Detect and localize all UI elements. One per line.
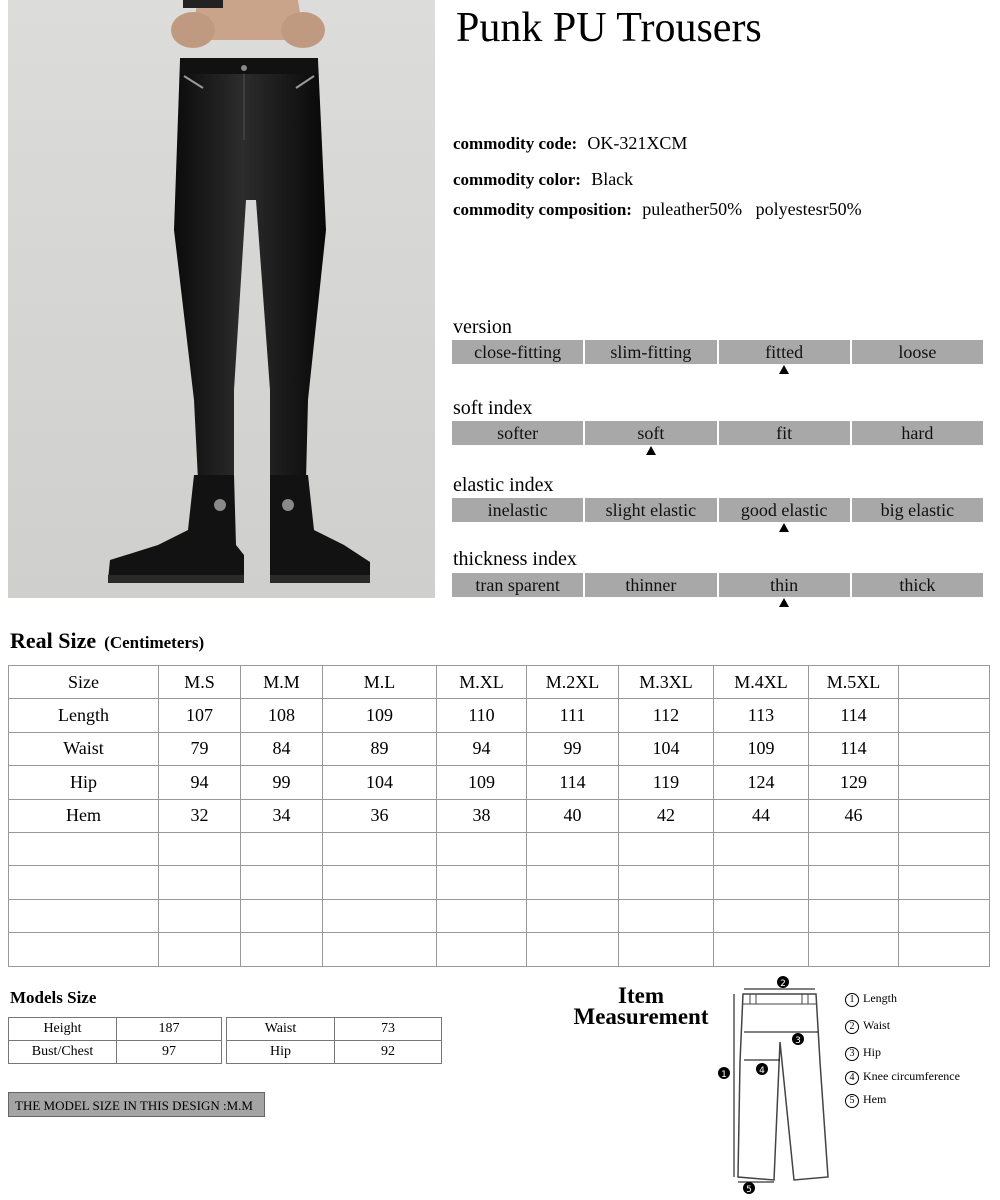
table-cell: 89 [323,732,437,765]
index-scale [452,340,983,364]
svg-text:3: 3 [795,1036,801,1046]
table-cell: 108 [241,699,323,732]
real-size-label: Real Size [10,628,97,653]
table-cell [714,832,809,865]
table-row [9,699,990,732]
spec-code-value: OK-321XCM [587,133,688,153]
legend-item [845,1092,886,1108]
table-cell [437,866,527,899]
table-cell: 99 [527,732,619,765]
table-cell [9,933,159,966]
table-row [9,933,990,966]
table-cell: M.L [323,666,437,699]
index-scale [452,498,983,522]
table-cell [527,899,619,932]
spec-color-label: commodity color: [453,170,581,189]
legend-label: Waist [863,1018,891,1032]
selected-indicator-icon [779,598,789,607]
table-cell: M.4XL [714,666,809,699]
legend-label: Hip [863,1045,881,1059]
table-cell [899,732,990,765]
index-option: fitted [719,340,850,364]
spec-composition-label: commodity composition: [453,200,632,219]
table-cell [437,933,527,966]
table-cell [159,866,241,899]
size-table [8,665,990,967]
table-cell: 42 [619,799,714,832]
table-cell [437,899,527,932]
index-option: close-fitting [452,340,583,364]
product-title: Punk PU Trousers [456,5,762,51]
table-cell [9,866,159,899]
table-cell: 114 [809,699,899,732]
spec-composition-value: puleather50% polyestesr50% [642,199,862,219]
table-row [9,899,990,932]
table-cell: 129 [809,766,899,799]
table-cell: 94 [437,732,527,765]
table-cell [323,933,437,966]
legend-number-icon: 5 [845,1094,859,1108]
table-cell: 119 [619,766,714,799]
table-cell: 79 [159,732,241,765]
table-cell: 32 [159,799,241,832]
table-cell: M.XL [437,666,527,699]
models-table-left [8,1017,222,1064]
table-row [9,766,990,799]
table-cell: 107 [159,699,241,732]
table-cell [899,799,990,832]
legend-item [845,1045,881,1061]
index-option: soft [585,421,716,445]
table-cell [619,933,714,966]
table-cell [241,866,323,899]
trousers-measurement-diagram [716,972,836,1197]
table-cell: 104 [619,732,714,765]
svg-text:5: 5 [746,1185,752,1195]
table-cell: 44 [714,799,809,832]
table-cell [9,832,159,865]
legend-label: Hem [863,1092,887,1106]
selected-indicator-icon [779,523,789,532]
table-cell: 112 [619,699,714,732]
table-cell [619,899,714,932]
table-cell [323,866,437,899]
selected-indicator-icon [646,446,656,455]
table-cell: 38 [437,799,527,832]
table-cell [899,766,990,799]
table-cell [323,832,437,865]
index-scale [452,573,983,597]
table-cell: Size [9,666,159,699]
spec-color [453,169,633,190]
table-cell [527,866,619,899]
table-cell: Waist [9,732,159,765]
index-option: tran sparent [452,573,583,597]
index-option: thick [852,573,983,597]
model-size-note: THE MODEL SIZE IN THIS DESIGN :M.M [8,1092,265,1117]
table-cell [899,866,990,899]
index-option: slim-fitting [585,340,716,364]
table-cell: 99 [241,766,323,799]
table-cell [159,899,241,932]
table-cell [899,666,990,699]
table-cell [899,933,990,966]
table-cell [899,699,990,732]
index-title: version [453,316,512,338]
item-measurement-title [560,985,722,1027]
index-title: elastic index [453,474,554,496]
legend-number-icon: 3 [845,1047,859,1061]
index-option: thin [719,573,850,597]
spec-code [453,133,687,154]
table-cell: M.5XL [809,666,899,699]
table-row [9,799,990,832]
table-cell: 84 [241,732,323,765]
model-hip-label: Hip [227,1041,335,1064]
table-cell [527,933,619,966]
table-cell: 94 [159,766,241,799]
index-option: inelastic [452,498,583,522]
table-row [9,666,990,699]
model-height-label: Height [9,1018,117,1041]
item-measurement-line1: Item [618,983,664,1008]
legend-item [845,991,897,1007]
legend-item [845,1018,890,1034]
real-size-unit: (Centimeters) [104,633,205,652]
table-cell [619,866,714,899]
legend-number-icon: 4 [845,1071,859,1085]
table-cell [714,899,809,932]
model-hip-value: 92 [335,1041,442,1064]
index-option: thinner [585,573,716,597]
table-cell: M.S [159,666,241,699]
index-option: loose [852,340,983,364]
index-option: hard [852,421,983,445]
legend-number-icon: 1 [845,993,859,1007]
table-cell [159,933,241,966]
legend-label: Knee circumference [863,1069,960,1083]
table-cell [241,832,323,865]
table-row [9,832,990,865]
table-cell: 34 [241,799,323,832]
table-cell: Length [9,699,159,732]
table-cell: M.2XL [527,666,619,699]
table-cell: 36 [323,799,437,832]
index-option: good elastic [719,498,850,522]
selected-indicator-icon [779,365,789,374]
table-cell [619,832,714,865]
table-cell: 109 [437,766,527,799]
table-cell: Hem [9,799,159,832]
table-cell [323,899,437,932]
table-cell: 104 [323,766,437,799]
index-title: soft index [453,397,533,419]
index-title: thickness index [453,548,577,570]
table-cell [809,933,899,966]
legend-number-icon: 2 [845,1020,859,1034]
legend-item [845,1069,960,1085]
product-photo [8,0,435,598]
table-cell [809,866,899,899]
table-cell [714,866,809,899]
table-cell [899,899,990,932]
index-option: softer [452,421,583,445]
svg-text:4: 4 [759,1066,765,1076]
model-wearing-trousers-image [8,0,435,598]
real-size-title [10,628,204,654]
index-option: slight elastic [585,498,716,522]
table-cell [714,933,809,966]
table-cell [159,832,241,865]
item-measurement-line2: Measurement [573,1004,709,1029]
model-height-value: 187 [117,1018,222,1041]
table-cell [527,832,619,865]
table-cell [899,832,990,865]
model-waist-value: 73 [335,1018,442,1041]
table-cell: M.3XL [619,666,714,699]
table-cell: 109 [714,732,809,765]
index-scale [452,421,983,445]
model-chest-value: 97 [117,1041,222,1064]
models-size-title: Models Size [10,988,97,1007]
table-cell: 113 [714,699,809,732]
spec-code-label: commodity code: [453,134,578,153]
table-cell: 111 [527,699,619,732]
legend-label: Length [863,991,897,1005]
table-cell: 46 [809,799,899,832]
index-option: fit [719,421,850,445]
table-cell: 110 [437,699,527,732]
table-row [9,866,990,899]
table-row [9,732,990,765]
table-cell: M.M [241,666,323,699]
table-row [9,1041,222,1064]
spec-composition [453,199,862,220]
spec-color-value: Black [591,169,634,189]
table-row [9,1018,222,1041]
table-row [227,1041,442,1064]
svg-text:2: 2 [780,979,786,989]
index-option: big elastic [852,498,983,522]
table-cell [809,899,899,932]
table-cell [809,832,899,865]
table-cell: Hip [9,766,159,799]
models-table-right [226,1017,442,1064]
table-cell: 40 [527,799,619,832]
svg-text:1: 1 [721,1070,727,1080]
table-cell: 109 [323,699,437,732]
table-cell: 114 [527,766,619,799]
table-cell [437,832,527,865]
table-cell [9,899,159,932]
table-cell [241,933,323,966]
model-waist-label: Waist [227,1018,335,1041]
table-cell: 114 [809,732,899,765]
model-chest-label: Bust/Chest [9,1041,117,1064]
table-cell [241,899,323,932]
table-row [227,1018,442,1041]
table-cell: 124 [714,766,809,799]
